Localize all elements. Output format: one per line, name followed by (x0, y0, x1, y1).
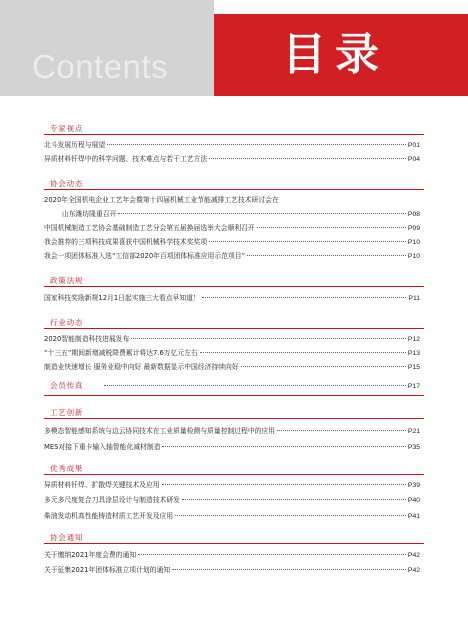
toc-entry-page: P35 (407, 444, 420, 451)
toc-entry-page: P12 (407, 336, 420, 343)
toc-entry-page: P04 (407, 156, 420, 163)
toc-entry-title: MES对接下重卡输入轴智能化减材制造 (44, 443, 161, 451)
toc-entry[interactable] (44, 153, 420, 165)
leader-dots (172, 569, 406, 570)
section-divider (44, 418, 424, 419)
toc-entry[interactable] (62, 208, 420, 220)
toc-entry[interactable] (44, 236, 420, 248)
toc-entry[interactable] (44, 333, 420, 345)
section-label-association-news: 协会动态 (50, 179, 84, 188)
leader-dots (277, 430, 406, 431)
toc-entry-title: 多模态智能感知系统与边云协同技术在工业质量检测与质量控制过程中的应用 (44, 427, 276, 435)
toc-entry[interactable] (44, 139, 420, 151)
leader-dots (138, 554, 406, 555)
toc-entry-title: 多元多尺度复合刀具涂层设计与制造技术研发 (44, 496, 180, 504)
leader-dots (104, 385, 406, 386)
page-header (0, 0, 468, 96)
toc-entry[interactable] (44, 222, 420, 234)
toc-entry-page: P11 (408, 295, 420, 302)
toc-entry[interactable] (44, 381, 420, 393)
section-label-excellent-results: 优秀成果 (50, 464, 84, 473)
toc-entry[interactable] (44, 549, 420, 561)
toc-entry-page: P21 (407, 428, 420, 435)
leader-dots (209, 241, 406, 242)
toc-entry-page: P08 (407, 211, 420, 218)
toc-entry-title: 制造业快速增长 服务业稳中向好 最新数据显示中国经济持续向好 (44, 363, 239, 371)
leader-dots (209, 158, 406, 159)
section-divider (44, 286, 424, 287)
section-divider (44, 474, 424, 475)
toc-entry[interactable] (44, 510, 420, 522)
toc-entry[interactable] (44, 494, 420, 506)
toc-entry-title: 关于征集2021年团体标准立项计划的通知 (44, 566, 171, 574)
toc-entry-title: 2020智能制造科技进展发布 (44, 335, 130, 343)
leader-dots (200, 352, 406, 353)
section-divider (44, 134, 424, 135)
toc-entry-page: P39 (407, 482, 420, 489)
page-title: 目录 (282, 29, 388, 80)
toc-entry-page: P13 (407, 350, 420, 357)
toc-entry-page: P09 (407, 225, 420, 232)
toc-entry[interactable] (44, 479, 420, 491)
toc-entry[interactable] (44, 250, 420, 262)
toc-entry-page: P10 (407, 239, 420, 246)
section-label-member-news: 会员传真 (50, 381, 84, 390)
toc-entry[interactable] (44, 564, 420, 576)
leader-dots (131, 338, 406, 339)
section-divider (44, 328, 424, 329)
toc-entry[interactable] (44, 292, 420, 304)
toc-entry-title: 异质材料钎焊中的科学问题、技术难点与若干工艺方法 (44, 155, 208, 163)
leader-dots (162, 446, 405, 447)
leader-dots (202, 297, 407, 298)
toc-entry-page: P40 (407, 497, 420, 504)
toc-entry[interactable] (44, 361, 420, 373)
toc-entry-title-line2: 山东潍坊隆重召开 (62, 210, 117, 218)
section-label-expert-viewpoint: 专家视点 (50, 124, 84, 133)
leader-dots (107, 144, 406, 145)
toc-entry-title: 我会一项团体标准入选“工信部2020年百项团体标准应用示范项目” (44, 252, 246, 260)
leader-dots (182, 499, 406, 500)
toc-entry-page: P41 (407, 513, 420, 520)
toc-entry-title: 柴油发动机高性能铸造材质工艺开发及应用 (44, 512, 174, 520)
section-label-policy: 政策法规 (50, 276, 84, 285)
toc-entry-title: 中国机械制造工艺协会基础制造工艺分会第五届换届选举大会顺利召开 (44, 224, 255, 232)
toc-entry-page: P01 (407, 142, 420, 149)
toc-entry-title: 国家科技奖励新规12月1日起实施三大看点早知道！ (44, 294, 200, 302)
toc-entry-title: “十三五”期间新增减税降费累计将达7.6万亿元左右 (44, 349, 198, 357)
toc-entry-title-line1[interactable]: 2020年全国机电企业工艺年会暨第十四届机械工业节能减排工艺技术研讨会在 (44, 196, 279, 204)
section-divider (44, 395, 424, 396)
toc-entry[interactable] (44, 425, 420, 437)
toc-entry-page: P10 (407, 253, 420, 260)
leader-dots (175, 515, 406, 516)
leader-dots (257, 227, 406, 228)
contents-watermark: Contents (32, 48, 169, 85)
toc-entry-page: P42 (407, 552, 420, 559)
toc-entry[interactable] (44, 347, 420, 359)
section-label-industry-news: 行业动态 (50, 318, 84, 327)
section-divider (44, 543, 424, 544)
toc-entry[interactable] (44, 441, 420, 453)
toc-entry-title: 异质材料钎焊、扩散焊关键技术及应用 (44, 481, 160, 489)
toc-entry-page: P42 (407, 567, 420, 574)
section-label-association-notice: 协会通知 (50, 533, 84, 542)
section-divider (44, 189, 424, 190)
toc-entry-page: P17 (407, 383, 420, 390)
leader-dots (241, 366, 406, 367)
leader-dots (162, 484, 406, 485)
toc-entry-page: P15 (407, 364, 420, 371)
toc-entry-title: 北斗发展历程与展望 (44, 141, 106, 149)
section-label-process-innovation: 工艺创新 (50, 408, 84, 417)
leader-dots (247, 255, 406, 256)
toc-entry-title: 关于缴纳2021年度会费的通知 (44, 551, 137, 559)
leader-dots (118, 213, 406, 214)
toc-entry-title: 我会推荐的三项科技成果喜获中国机械科学技术奖奖项 (44, 238, 208, 246)
